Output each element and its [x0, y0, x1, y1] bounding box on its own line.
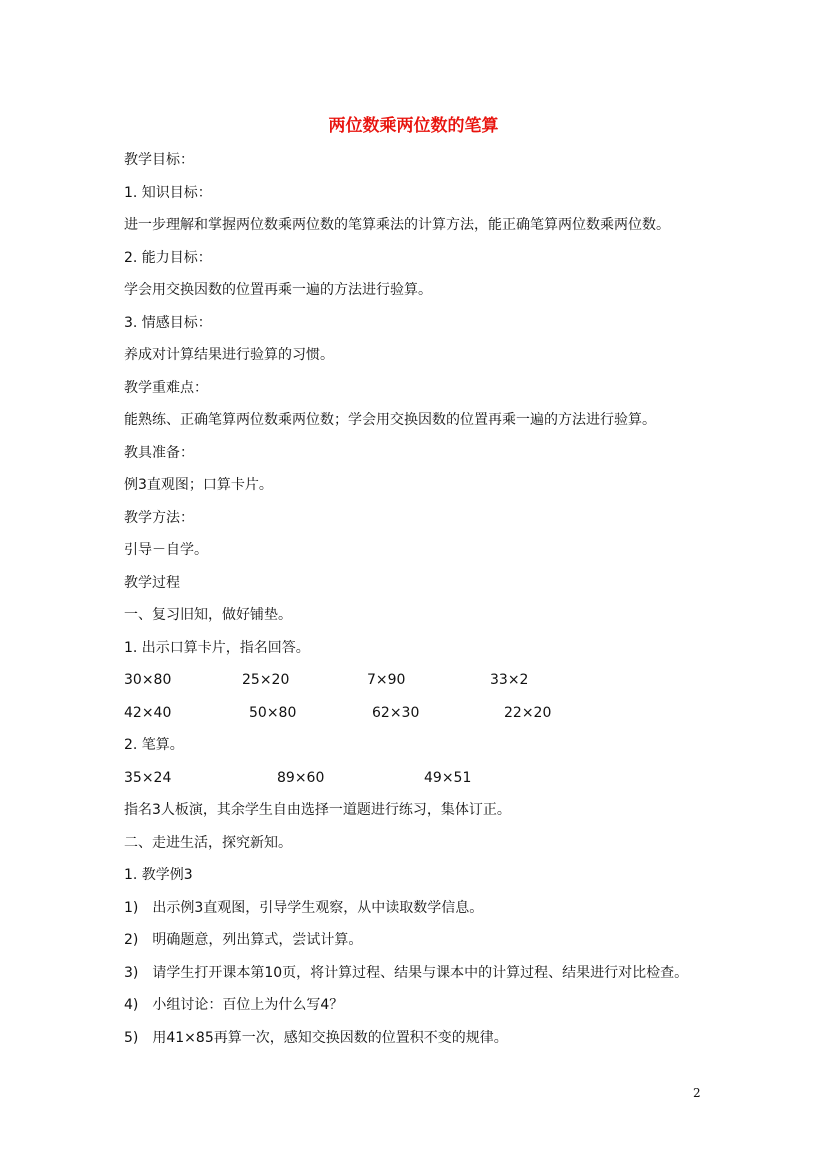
oral-problem: 50×80 [249, 705, 297, 721]
oral-problem: 42×40 [124, 705, 172, 721]
text-line: 2. 能力目标： [124, 250, 212, 266]
text-line: 1. 教学例3 [124, 867, 193, 883]
text-line: 5) 用41×85再算一次，感知交换因数的位置积不变的规律。 [124, 1030, 508, 1046]
text-line: 2. 笔算。 [124, 737, 184, 753]
text-line: 教学过程 [124, 575, 180, 591]
oral-problem: 22×20 [504, 705, 552, 721]
text-line: 二、走进生活，探究新知。 [124, 835, 292, 851]
oral-problem: 25×20 [242, 672, 290, 688]
oral-problem: 33×2 [490, 672, 529, 688]
text-line: 1) 出示例3直观图，引导学生观察，从中读取数学信息。 [124, 900, 484, 916]
oral-problem: 30×80 [124, 672, 172, 688]
text-line: 指名3人板演，其余学生自由选择一道题进行练习，集体订正。 [124, 802, 511, 818]
written-problem: 35×24 [124, 770, 172, 786]
text-line: 3) 请学生打开课本第10页，将计算过程、结果与课本中的计算过程、结果进行对比检查。 [124, 965, 689, 981]
text-line: 4) 小组讨论：百位上为什么写4？ [124, 997, 344, 1013]
document-title: 两位数乘两位数的笔算 [328, 116, 499, 136]
text-line: 一、复习旧知，做好铺垫。 [124, 607, 292, 623]
text-line: 2) 明确题意，列出算式，尝试计算。 [124, 932, 363, 948]
text-line: 教学重难点： [124, 380, 208, 396]
text-line: 引导－自学。 [124, 542, 208, 558]
oral-problem: 7×90 [367, 672, 406, 688]
text-line: 学会用交换因数的位置再乘一遍的方法进行验算。 [124, 282, 432, 298]
text-line: 进一步理解和掌握两位数乘两位数的笔算乘法的计算方法，能正确笔算两位数乘两位数。 [124, 217, 670, 233]
text-line: 养成对计算结果进行验算的习惯。 [124, 347, 334, 363]
written-problem: 89×60 [277, 770, 325, 786]
text-line: 教具准备： [124, 445, 194, 461]
oral-problem: 62×30 [372, 705, 420, 721]
text-line: 例3直观图；口算卡片。 [124, 477, 273, 493]
text-line: 教学目标： [124, 152, 194, 168]
text-line: 1. 出示口算卡片，指名回答。 [124, 640, 310, 656]
text-line: 1. 知识目标： [124, 185, 212, 201]
text-line: 教学方法： [124, 510, 194, 526]
page-number: 2 [693, 1086, 701, 1100]
written-problem: 49×51 [424, 770, 472, 786]
text-line: 能熟练、正确笔算两位数乘两位数；学会用交换因数的位置再乘一遍的方法进行验算。 [124, 412, 656, 428]
text-line: 3. 情感目标： [124, 315, 212, 331]
